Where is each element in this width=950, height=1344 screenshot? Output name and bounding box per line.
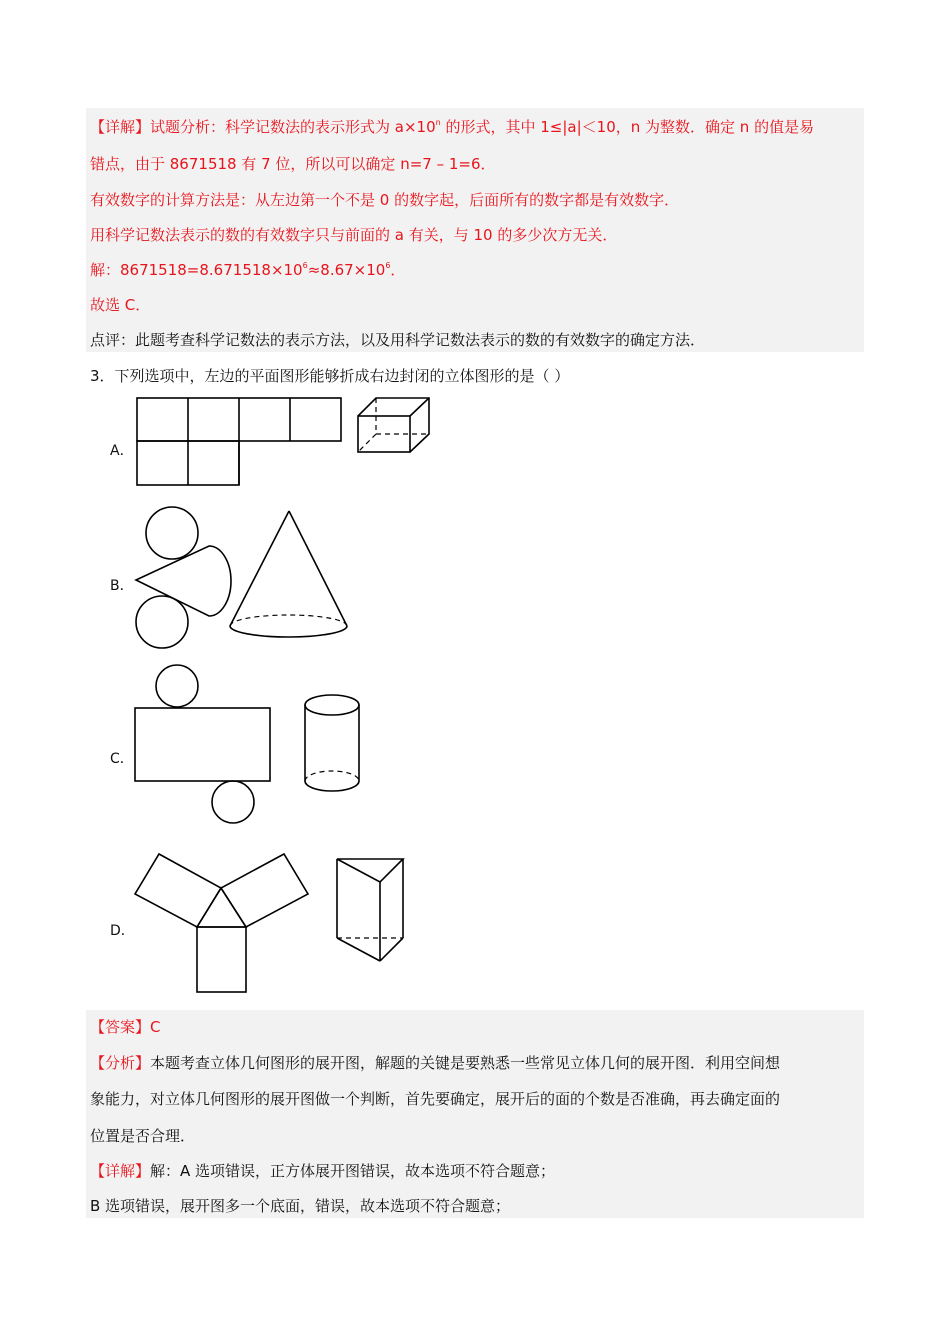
option-d-prism [336,858,406,964]
answer-line [90,1017,161,1037]
option-b-cone-net [133,506,225,650]
prev-line-4: 用科学记数法表示的数的有效数字只与前面的 a 有关，与 10 的多少次方无关． [90,226,618,244]
option-a-label: A． [110,443,134,459]
question-text: 下列选项中，左边的平面图形能够折成右边封闭的立体图形的是（ ） [114,367,570,385]
question-3 [90,366,569,386]
answer-block [86,1010,864,1218]
analysis-line-2: 象能力，对立体几何图形的展开图做一个判断，首先要确定，展开后的面的个数是否准确，再去确定面的 [90,1090,781,1108]
option-d-prism-net [134,850,314,996]
prev-line-6: 故选 C． [90,296,151,314]
analysis-tag: 【分析】 [90,1054,151,1072]
option-b-cone [228,510,350,640]
prev-comment: 点评：此题考查科学记数法的表示方法，以及用科学记数法表示的数的有效数字的确定方法． [90,331,706,349]
answer-tag: 【答案】 [90,1018,151,1036]
option-a-cube-net [136,397,344,489]
option-d-label: D． [110,923,135,939]
prev-detail-line-1: 【详解】试题分析：科学记数法的表示形式为 $a\times 10^n$ 的形式，其中 1≤|a|＜10，n 为整数．确定 n 的值是易 [90,118,815,136]
option-c-cylinder [303,694,363,796]
answer-detail-line-1: 【详解】解：A 选项错误，正方体展开图错误，故本选项不符合题意； [90,1162,556,1180]
answer-detail-line-2: B 选项错误，展开图多一个底面，错误，故本选项不符合题意； [90,1197,511,1215]
prev-line-5: 解：$8671518=8.671518\times 10^6\approx 8.67\times 10^6$． [90,261,406,279]
option-c-cylinder-net [134,664,274,824]
prev-line-3: 有效数字的计算方法是：从左边第一个不是 0 的数字起，后面所有的数字都是有效数字． [90,191,680,209]
option-b-label: B． [110,578,134,594]
detail-tag: 【详解】 [90,118,151,136]
question-number: 3． [90,367,115,385]
analysis-line-1: 【分析】本题考查立体几何图形的展开图，解题的关键是要熟悉一些常见立体几何的展开图．利用空间想 [90,1054,781,1072]
analysis-line-3: 位置是否合理． [90,1127,196,1145]
option-a-cube [357,397,433,455]
option-c-label: C． [110,751,134,767]
answer-detail-tag: 【详解】 [90,1162,151,1180]
answer-value: C [150,1018,161,1036]
prev-detail-line-2: 错点，由于 8671518 有 7 位，所以可以确定 n=7 – 1=6． [90,155,496,173]
